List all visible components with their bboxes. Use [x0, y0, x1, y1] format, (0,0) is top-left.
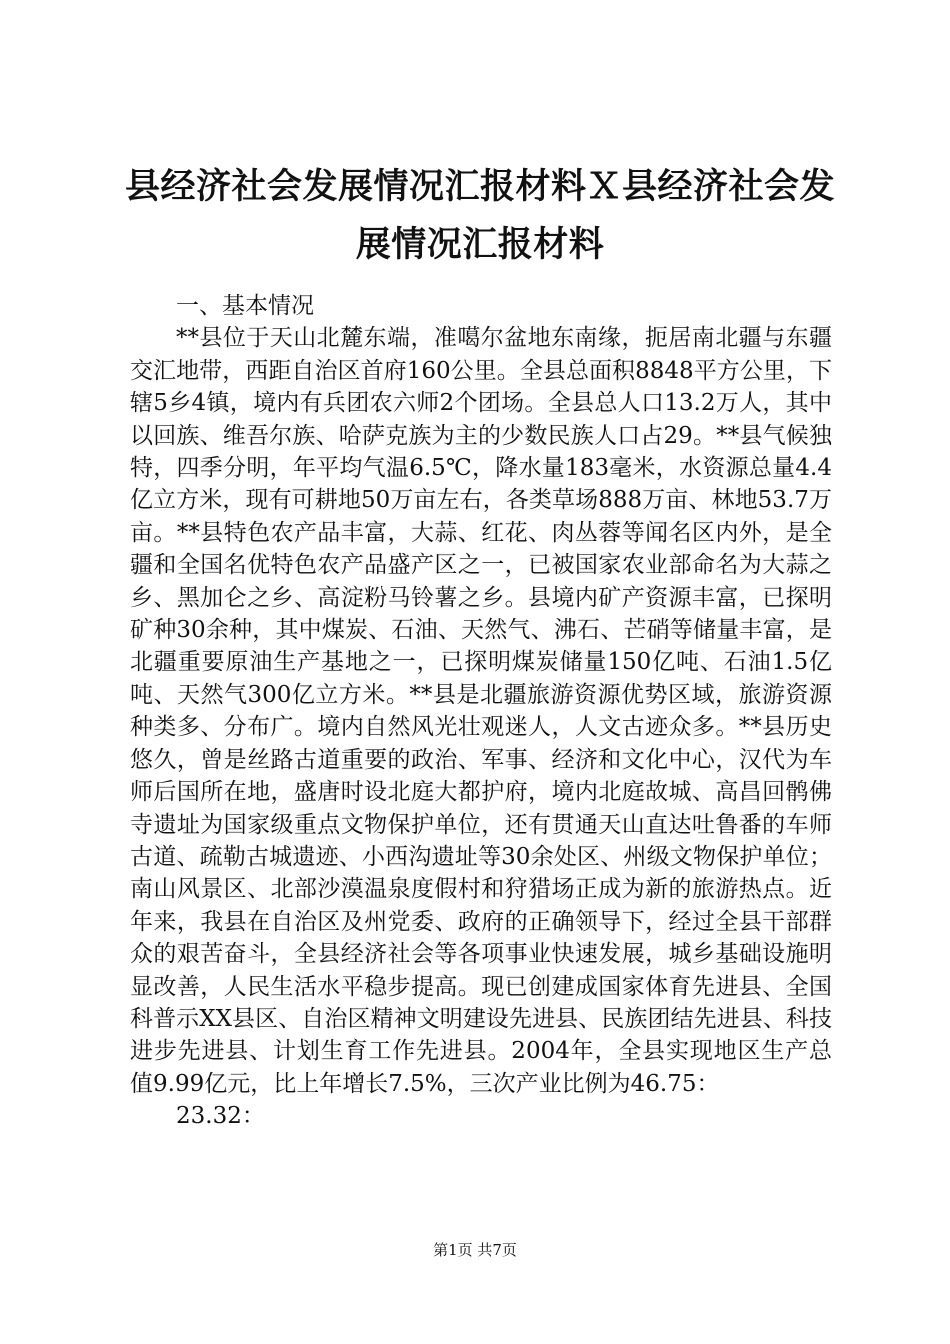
page-footer	[0, 1240, 950, 1260]
document-title: 县经济社会发展情况汇报材料Ｘ县经济社会发展情况汇报材料	[124, 166, 835, 265]
body-paragraph: 23.32：	[176, 1103, 265, 1130]
document-body	[130, 290, 832, 1133]
body-paragraph: **县位于天山北麓东端，准噶尔盆地东南缘，扼居南北疆与东疆交汇地带，西距自治区首府160公里。全县总面积8848平方公里，下辖5乡4镇，境内有兵团农六师2个团场。全县总人口13.2万人，其中以回族、维吾尔族、哈萨克族为主的少数民族人口占29。**县气候独特，四季分明，年平均气温6.5℃，降水量183毫米，水资源总量4.4亿立方米，现有可耕地50万亩左右，各类草场888万亩、林地53.7万亩。**县特色农产品丰富，大蒜、红花、肉丛蓉等闻名区内外，是全疆和全国名优特色农产品盛产区之一，已被国家农业部命名为大蒜之乡、黑加仑之乡、高淀粉马铃薯之乡。县境内矿产资源丰富，已探明矿种30余种，其中煤炭、石油、天然气、沸石、芒硝等储量丰富，是北疆重要原油生产基地之一，已探明煤炭储量150亿吨、石油1.5亿吨、天然气300亿立方米。**县是北疆旅游资源优势区域，旅游资源种类多、分布广。境内自然风光壮观迷人，人文古迹众多。**县历史悠久，曾是丝路古道重要的政治、军事、经济和文化中心，汉代为车师后国所在地，盛唐时设北庭大都护府，境内北庭故城、高昌回鹘佛寺遗址为国家级重点文物保护单位，还有贯通天山直达吐鲁番的车师古道、疏勒古城遗迹、小西沟遗址等30余处区、州级文物保护单位；南山风景区、北部沙漠温泉度假村和狩猎场正成为新的旅游热点。近年来，我县在自治区及州党委、政府的正确领导下，经过全县干部群众的艰苦奋斗，全县经济社会等各项事业快速发展，城乡基础设施明显改善，人民生活水平稳步提高。现已创建成国家体育先进县、全国科普示XX县区、自治区精神文明建设先进县、民族团结先进县、科技进步先进县、计划生育工作先进县。2004年，全县实现地区生产总值9.99亿元，比上年增长7.5%，三次产业比例为46.75：	[130, 325, 832, 1097]
section-heading: 一、基本情况	[176, 293, 314, 319]
page-number: 第1页 共7页	[433, 1241, 517, 1259]
